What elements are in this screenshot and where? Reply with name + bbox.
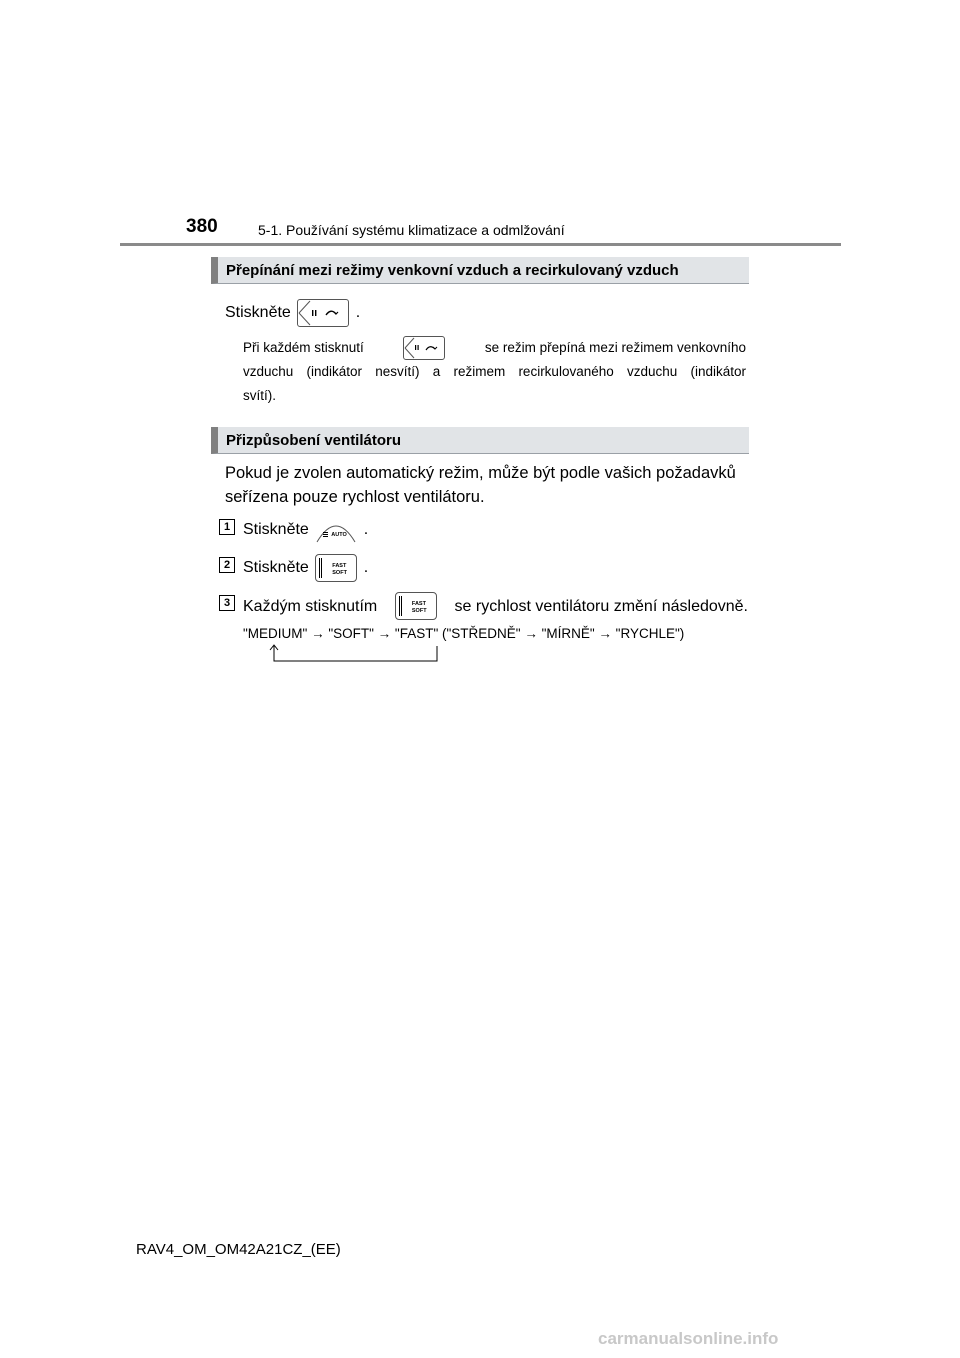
instruction-suffix: .	[355, 304, 361, 322]
document-code: RAV4_OM_OM42A21CZ_(EE)	[136, 1241, 341, 1258]
step-1	[243, 516, 368, 544]
recirculation-button-small	[403, 336, 445, 360]
note-recirc	[243, 336, 746, 408]
recirculation-icon	[298, 300, 348, 326]
fan-speed-icon	[318, 555, 328, 581]
auto-label: AUTO	[331, 532, 347, 538]
note-line-3: svítí).	[243, 388, 276, 403]
section-heading-air-mode: Přepínání mezi režimy venkovní vzduch a recirkulovaný vzduch	[211, 257, 749, 284]
step-3-suffix: se rychlost ventilátoru změní následovně.	[454, 597, 748, 615]
header-divider	[120, 243, 841, 246]
step-2	[243, 554, 368, 582]
chapter-title: 5-1. Používání systému klimatizace a odmlžování	[258, 222, 565, 238]
instruction-prefix: Stiskněte	[225, 304, 291, 322]
page-number: 380	[186, 216, 218, 237]
step-1-prefix: Stiskněte	[243, 521, 309, 539]
section-heading-fan: Přizpůsobení ventilátoru	[211, 427, 749, 454]
step-3-prefix: Každým stisknutím	[243, 597, 378, 615]
note-prefix: Při každém stisknutí	[243, 340, 364, 355]
auto-button	[315, 516, 357, 544]
cycle-return-arrow	[264, 642, 444, 664]
soft-label: SOFT	[332, 570, 347, 576]
step-number-1: 1	[219, 519, 235, 535]
instruction-press-recirc	[225, 299, 360, 327]
fan-intro-line-2: seřízena pouze rychlost ventilátoru.	[225, 488, 485, 506]
step-1-suffix: .	[363, 521, 369, 539]
fast-label: FAST	[332, 563, 347, 569]
step-number-2: 2	[219, 557, 235, 573]
auto-button-shape	[315, 516, 357, 544]
fan-speed-sequence: "MEDIUM" → "SOFT" → "FAST" ("STŘEDNĚ" → "MÍRNĚ" → "RYCHLE")	[243, 626, 685, 641]
note-line-1	[243, 336, 746, 360]
recirculation-icon	[404, 337, 444, 359]
step-2-prefix: Stiskněte	[243, 559, 309, 577]
fan-speed-icon	[398, 593, 408, 619]
fast-soft-button	[395, 592, 437, 620]
step-number-3: 3	[219, 595, 235, 611]
recirculation-button	[297, 299, 349, 327]
fast-label: FAST	[411, 601, 426, 607]
fast-soft-button	[315, 554, 357, 582]
watermark: carmanualsonline.info	[598, 1329, 779, 1348]
step-3	[243, 592, 748, 620]
step-2-suffix: .	[363, 559, 369, 577]
note-line-2: vzduchu (indikátor nesvítí) a režimem recirkulovaného vzduchu (indikátor	[243, 364, 746, 379]
soft-label: SOFT	[411, 608, 427, 614]
fan-intro	[225, 461, 736, 509]
fan-intro-line-1: Pokud je zvolen automatický režim, může být podle vašich požadavků	[225, 464, 736, 482]
note-suffix: se režim přepíná mezi režimem venkovního	[484, 340, 746, 355]
